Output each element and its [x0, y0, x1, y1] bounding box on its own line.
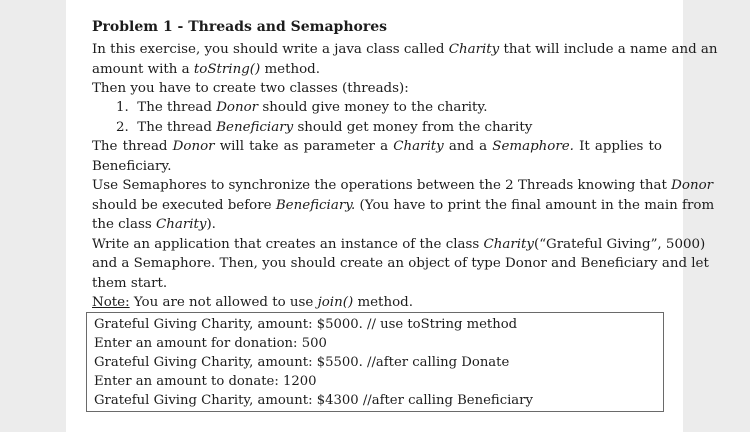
note-line: Note: You are not allowed to use join() method. — [92, 295, 413, 310]
paragraph-application-line-3: them start. — [92, 276, 168, 291]
note-label: Note: — [92, 295, 130, 310]
console-line: Grateful Giving Charity, amount: $5500. //after calling Donate — [94, 355, 510, 370]
paragraph-semaphore-line-3: the class Charity). — [92, 217, 216, 232]
console-line: Grateful Giving Charity, amount: $5000. // use toString method — [94, 317, 518, 332]
console-line: Grateful Giving Charity, amount: $4300 //after calling Beneficiary — [94, 393, 533, 408]
paragraph-application-line-2: and a Semaphore. Then, you should create an object of type Donor and Beneficiary and let — [92, 256, 709, 271]
console-output-box — [86, 312, 664, 412]
paragraph-semaphore-line-1: Use Semaphores to synchronize the operations between the 2 Threads knowing that Donor — [92, 178, 714, 193]
console-line: Enter an amount for donation: 500 — [94, 336, 327, 351]
paragraph-parameter-line-1: The thread Donor will take as parameter a Charity and a Semaphore. It applies to — [92, 139, 662, 154]
paragraph-intro-line-1: In this exercise, you should write a java class called Charity that will include a name and an — [92, 42, 718, 57]
paragraph-semaphore-line-2: should be executed before Beneficiary. (You have to print the final amount in the main from — [92, 198, 715, 213]
document-page — [66, 0, 718, 432]
paragraph-parameter-line-2: Beneficiary. — [92, 159, 172, 174]
console-line: Enter an amount to donate: 1200 — [94, 374, 317, 389]
list-item-beneficiary: 2. The thread Beneficiary should get money from the charity — [116, 120, 533, 135]
list-item-donor: 1. The thread Donor should give money to the charity. — [116, 100, 488, 115]
problem-title: Problem 1 - Threads and Semaphores — [92, 19, 388, 35]
paragraph-classes: Then you have to create two classes (threads): — [92, 81, 409, 96]
paragraph-application-line-1: Write an application that creates an instance of the class Charity(“Grateful Giving”, 5000) — [92, 237, 706, 252]
paragraph-intro-line-2: amount with a toString() method. — [92, 62, 321, 77]
